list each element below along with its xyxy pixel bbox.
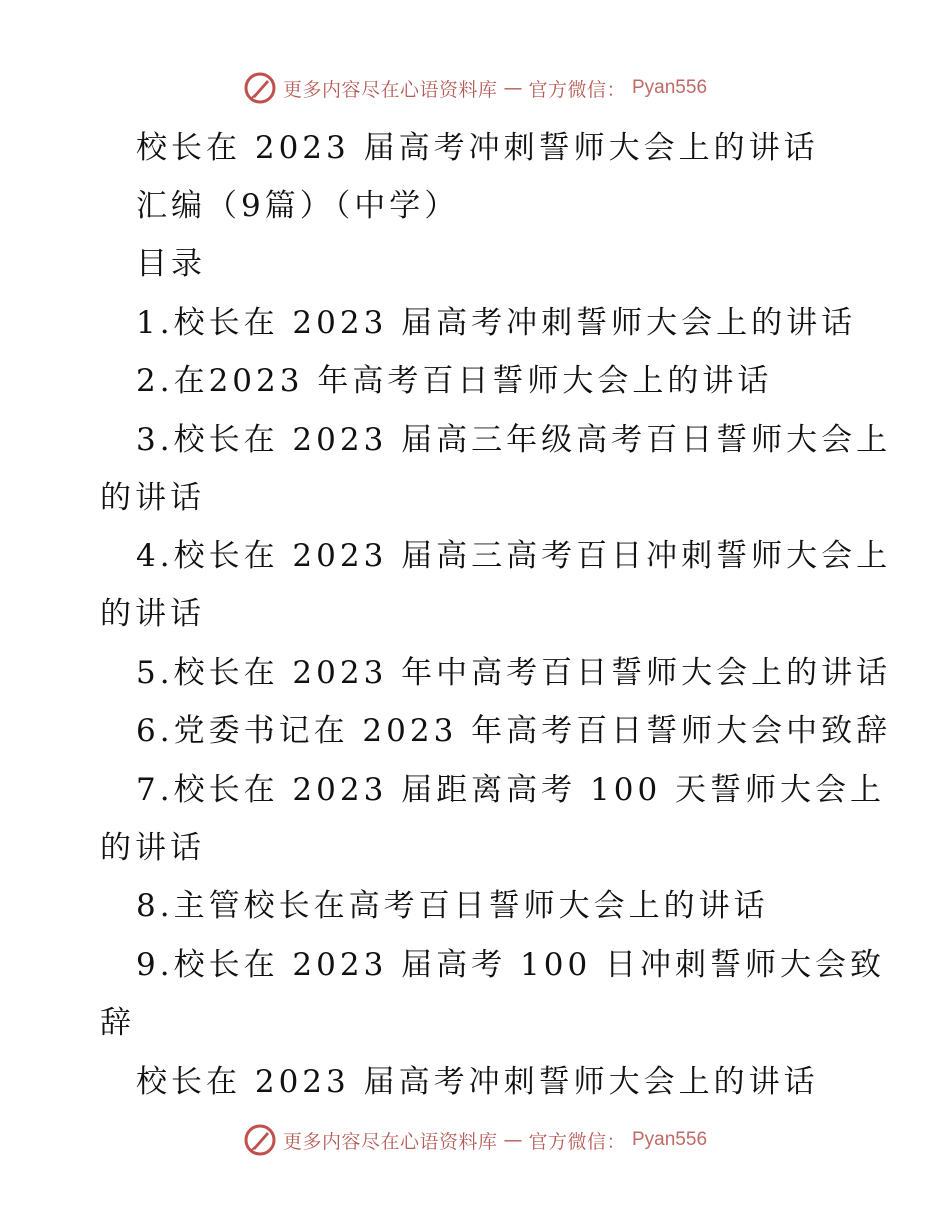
toc-item-9: 9.校长在 2023 届高考 100 日冲刺誓师大会致 <box>136 947 886 983</box>
toc-item-4: 4.校长在 2023 届高三高考百日冲刺誓师大会上 <box>136 538 892 574</box>
header-banner <box>0 68 950 108</box>
quill-logo-icon <box>243 71 277 105</box>
toc-item-9-continued: 辞 <box>100 1005 135 1041</box>
banner-label: 官方微信： <box>528 78 626 101</box>
document-title-line-2: 汇编（9篇）（中学） <box>136 188 460 224</box>
toc-item-8: 8.主管校长在高考百日誓师大会上的讲话 <box>136 888 769 924</box>
toc-item-5: 5.校长在 2023 年中高考百日誓师大会上的讲话 <box>136 655 892 691</box>
toc-item-3-continued: 的讲话 <box>100 480 205 516</box>
quill-logo-icon <box>243 1123 277 1157</box>
toc-item-1: 1.校长在 2023 届高考冲刺誓师大会上的讲话 <box>136 305 857 341</box>
banner-text: 更多内容尽在心语资料库 <box>282 1130 498 1153</box>
section-heading: 校长在 2023 届高考冲刺誓师大会上的讲话 <box>136 1064 819 1100</box>
toc-item-4-continued: 的讲话 <box>100 596 205 632</box>
document-title-line-1: 校长在 2023 届高考冲刺誓师大会上的讲话 <box>136 130 819 166</box>
toc-item-6: 6.党委书记在 2023 年高考百日誓师大会中致辞 <box>136 713 892 749</box>
toc-heading: 目录 <box>136 246 206 282</box>
banner-wechat-id: Pyan556 <box>632 77 708 98</box>
banner-separator: — <box>503 77 523 99</box>
footer-banner <box>0 1120 950 1160</box>
toc-item-2: 2.在2023 年高考百日誓师大会上的讲话 <box>136 363 773 399</box>
banner-label: 官方微信： <box>528 1130 626 1153</box>
banner-separator: — <box>503 1129 523 1151</box>
banner-wechat-id: Pyan556 <box>632 1129 708 1150</box>
toc-item-3: 3.校长在 2023 届高三年级高考百日誓师大会上 <box>136 422 892 458</box>
toc-item-7-continued: 的讲话 <box>100 830 205 866</box>
banner-text: 更多内容尽在心语资料库 <box>282 78 498 101</box>
toc-item-7: 7.校长在 2023 届距离高考 100 天誓师大会上 <box>136 772 886 808</box>
